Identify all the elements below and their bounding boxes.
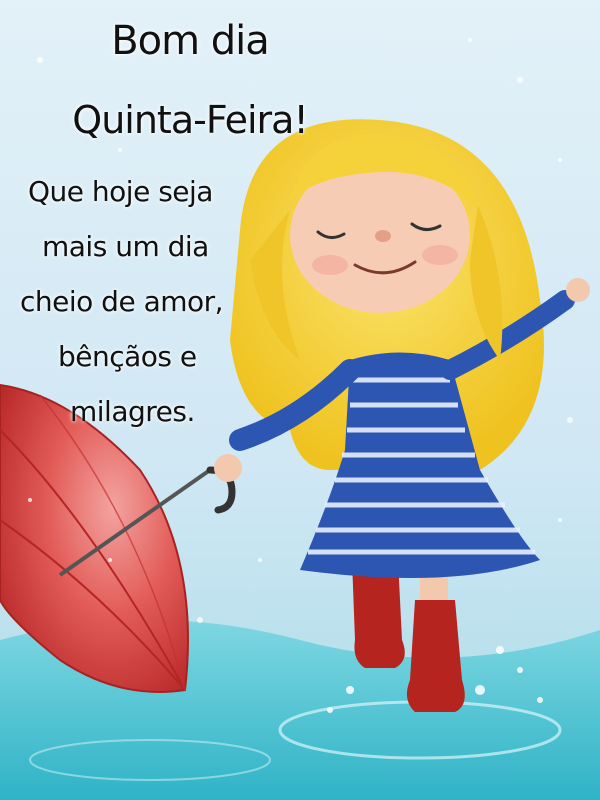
message-line: bênçãos e: [58, 340, 197, 373]
greeting-title: Bom dia: [111, 18, 269, 64]
message-line: mais um dia: [42, 230, 209, 263]
nose: [375, 230, 391, 242]
message-line: milagres.: [70, 395, 195, 428]
hand-left: [214, 454, 242, 482]
message-line: cheio de amor,: [20, 285, 224, 318]
cheek: [422, 245, 458, 265]
message-line: Que hoje seja: [28, 175, 213, 208]
cheek: [312, 255, 348, 275]
hand-right: [566, 278, 590, 302]
boot-right: [407, 600, 465, 712]
greeting-weekday: Quinta-Feira!: [72, 98, 308, 142]
